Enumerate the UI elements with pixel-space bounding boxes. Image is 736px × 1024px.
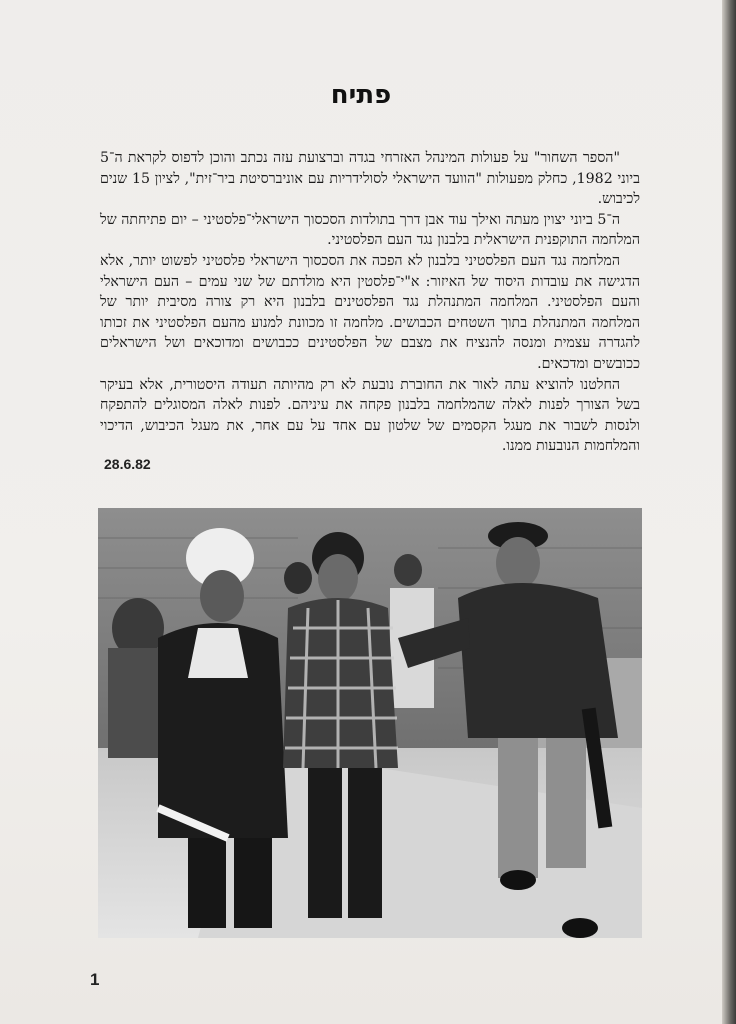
document-date: 28.6.82 xyxy=(104,456,151,472)
paragraph: "הספר השחור" על פעולות המינהל האזרחי בגדה וברצועת עזה נכתב והוכן לדפוס לקראת ה־5 ביוני 1982, כחלק מפעולות "הוועד הישראלי לסולידריות עם אוניברסיטת ביר־זית", לציון 15 שנים לכיבוש. xyxy=(100,150,640,208)
page-title: פתיח xyxy=(330,80,392,110)
page-number: 1 xyxy=(90,970,100,989)
paragraph: ה־5 ביוני יצוין מעתה ואילך עוד אבן דרך בתולדות הסכסוך הישראלי־פלסטיני – יום פתיחתה של המלחמה התוקפנית הישראלית בלבנון נגד העם הפלסטיני. xyxy=(100,211,640,249)
intro-text xyxy=(100,148,640,457)
street-photo xyxy=(98,508,642,938)
photo-image xyxy=(98,508,642,938)
page-edge-shadow xyxy=(722,0,736,1024)
paragraph: המלחמה נגד העם הפלסטיני בלבנון לא הפכה את הסכסוך הישראלי פלסטיני לפשוט יותר, אלא הדגישה את עובדות היסוד של האיזור: א"י־פלסטין היא מולדתם של שני עמים – העם הישראלי והעם הפלסטיני. המלחמה המתנהלת נגד הפלסטינים בלבנון היא רק צורה מסיבית יותר של המלחמה המתנהלת בתוך השטחים הכבושים. מלחמה זו מכוונת למנוע מהעם הפלסטיני את זכותו להגדרה עצמית ומנסה להנציח את מצבם של הפלסטינים ככבושים ומדוכאים ושל הישראלים ככובשים ומדכאים. xyxy=(100,252,640,372)
paragraph: החלטנו להוציא עתה לאור את החוברת נובעת לא רק מהיותה תעודה היסטורית, אלא בעיקר בשל הצורך לפנות לאלה שהמלחמה בלבנון פקחה את עיניהם. לפנות לאלה המסוגלים להתפקח ולנסות לשבור את מעגל הקסמים של שלטון עם אחד על עם אחר, את מעגל הכיבוש, הדיכוי והמלחמות הנובעות ממנו. xyxy=(100,376,640,455)
